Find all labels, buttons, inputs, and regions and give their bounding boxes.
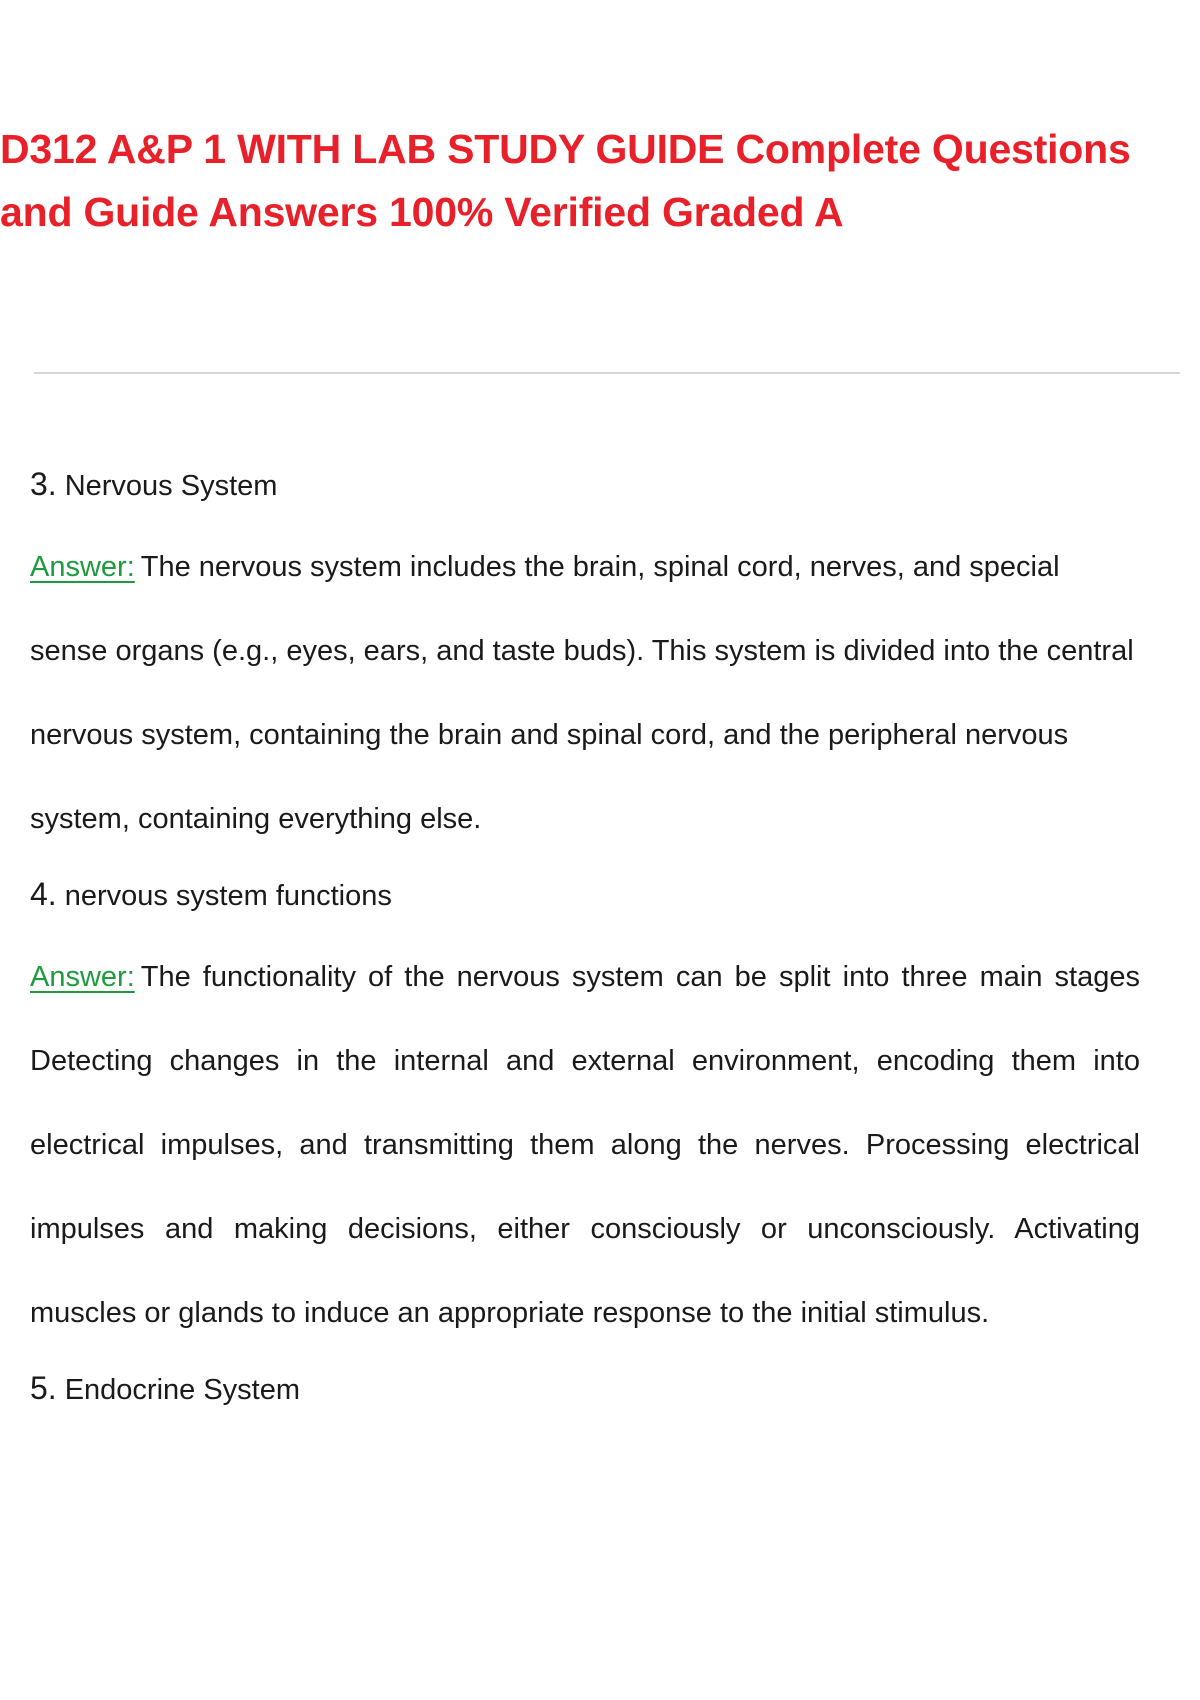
answer-paragraph [30,935,1140,1355]
question-item [30,455,1140,861]
question-text: nervous system functions [64,880,392,912]
study-guide-content [30,455,1140,1419]
question-number: 4. [30,876,57,912]
question-item [30,1359,1140,1419]
question-number: 5. [30,1370,57,1406]
answer-text: The functionality of the nervous system can be split into three main stages Detecting changes in the internal and external environment, encoding them into electrical impulses, and transmitting them along the nerves. Processing electrical impulses and making decisions, either consciously or unconsciously. Activating muscles or glands to induce an appropriate response to the initial stimulus. [30,961,1140,1329]
question-heading [30,865,1140,925]
question-text: Nervous System [64,470,278,502]
answer-label: Answer: [30,961,135,993]
question-item [30,865,1140,1355]
title-divider [34,372,1180,374]
question-number: 3. [30,466,57,502]
document-title: D312 A&P 1 WITH LAB STUDY GUIDE Complete Questions and Guide Answers 100% Verified Graded A [0,126,1131,235]
answer-label: Answer: [30,551,135,583]
question-heading [30,1359,1140,1419]
question-heading [30,455,1140,515]
question-text: Endocrine System [64,1374,301,1406]
answer-paragraph [30,525,1140,861]
answer-text: The nervous system includes the brain, spinal cord, nerves, and special sense organs (e.g., eyes, ears, and taste buds). This system is divided into the central nervous system, containing the brain and spinal cord, and the peripheral nervous system, containing everything else. [30,551,1134,835]
